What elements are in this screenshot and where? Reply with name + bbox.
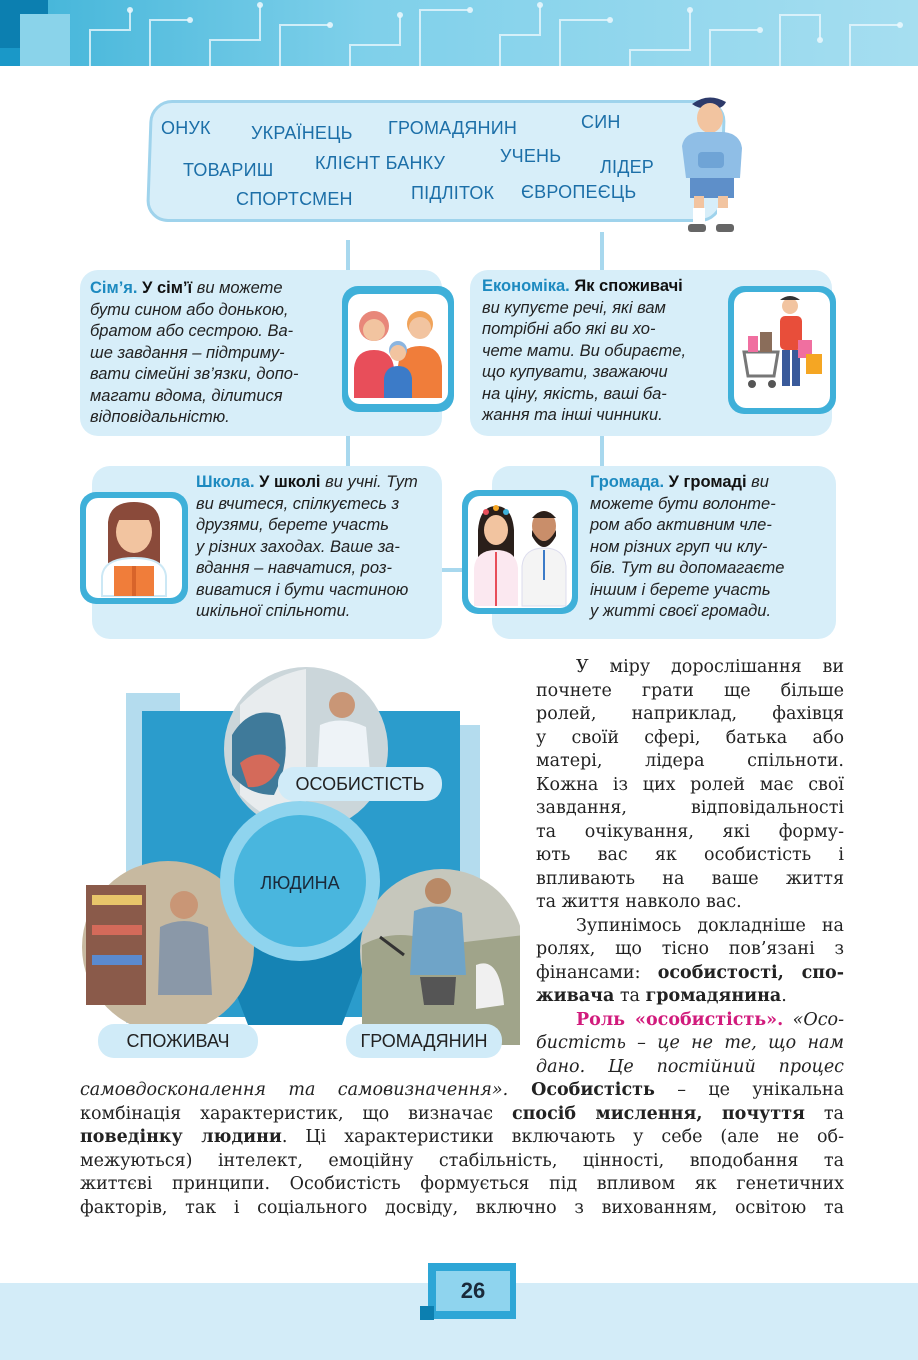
- role-label: ГРОМАДЯНИН: [388, 118, 518, 138]
- text-line: факторів, так і соціального досвіду, включно з вихованням, освітою та: [80, 1197, 844, 1218]
- couple-icon: [462, 490, 578, 614]
- role-label: ЛІДЕР: [600, 157, 655, 177]
- text-line: бистість – це не те, що нам: [536, 1033, 844, 1053]
- text-line: та очікування, які форму-: [536, 821, 844, 842]
- role-label: ПІДЛІТОК: [411, 183, 495, 203]
- text-line: Кожна із цих ролей має свої: [536, 774, 844, 795]
- person-roles-diagram: [80, 665, 520, 1055]
- student-reading-icon: [80, 492, 188, 604]
- header-square-mid: [0, 48, 20, 66]
- role-label: ТОВАРИШ: [183, 160, 274, 180]
- text-line: Зупинімось докладніше на: [576, 915, 844, 936]
- role-label: УКРАЇНЕЦЬ: [251, 123, 353, 143]
- connector-line: [600, 232, 604, 270]
- text-line: ролей, наприклад, фахівця: [536, 704, 844, 724]
- economy-text: Економіка. Як споживачі ви купуєте речі, які вам потрібні або які ви хо- чете мати. Ви обираєте, що купувати, зважаючи на ціну, якість, ваші ба- жання та інші чинники.: [482, 277, 687, 424]
- role-label: СПОРТСМЕН: [236, 189, 353, 209]
- family-icon: [342, 286, 454, 412]
- text-line: дано. Це постійний процес: [536, 1056, 844, 1077]
- text-line: Роль «особистість». «Осо-: [576, 1009, 844, 1030]
- text-line: ролях, що тісно пов’язані з: [536, 939, 844, 959]
- page-number-accent: [420, 1306, 434, 1320]
- roles-diagram-graphic: [80, 665, 520, 1055]
- header-band: [0, 0, 918, 66]
- text-line: живача та громадянина.: [536, 986, 787, 1006]
- text-line: комбінація характеристик, що визначає спосіб мислення, почуття та: [80, 1103, 844, 1124]
- text-line: впливають на ваше життя: [536, 868, 844, 889]
- consumer-label: СПОЖИВАЧ: [98, 1024, 258, 1058]
- family-illustration: [342, 286, 454, 412]
- personality-label: ОСОБИСТІСТЬ: [278, 767, 442, 801]
- role-label: УЧЕНЬ: [500, 146, 562, 166]
- shopping-illustration: [728, 286, 836, 414]
- text-line: завдання, відповідальності: [536, 798, 844, 818]
- community-text: Громада. У громаді ви можете бути волонте- ром або активним чле- ном різних груп чи клу- бів. Тут ви допомагаєте іншим і берете участь у житті своєї громади.: [590, 473, 785, 620]
- role-label: ЄВРОПЕЄЦЬ: [521, 182, 637, 202]
- family-text: Сім’я. У сім’ї ви можете бути сином або донькою, братом або сестрою. Ва- ше завдання – підтриму- вати сімейні зв’язки, допо- магати вдома, ділитися відповідальністю.: [90, 279, 299, 426]
- body-text-column: [536, 656, 844, 1079]
- diagram-center-label: ЛЮДИНА: [260, 873, 340, 893]
- header-square-light: [20, 14, 70, 66]
- text-line: фінансами: особистості, спо-: [536, 962, 844, 983]
- text-line: самовдосконалення та самовизначення». Особистість – це унікальна: [80, 1080, 845, 1100]
- text-line: матері, лідера спільноти.: [536, 751, 844, 771]
- text-line: межуються) інтелект, емоційну стабільність, цінності, вподобання та: [80, 1150, 844, 1171]
- community-illustration: [462, 490, 578, 614]
- school-text: Школа. У школі ви учні. Тут ви вчитеся, спілкуєтесь з друзями, берете участь у різних заходах. Ваше за- вдання – навчатися, роз- виватися і бути частиною шкільної спільноти.: [196, 473, 418, 620]
- text-line: життєві принципи. Особистість формується під впливом як генетичних: [80, 1174, 844, 1194]
- boy-illustration: [678, 96, 746, 238]
- text-line: почнете грати ще більше: [536, 680, 844, 701]
- text-line: ють вас як особистість і: [536, 845, 844, 865]
- student-illustration: [80, 492, 188, 604]
- role-label: ОНУК: [161, 118, 211, 138]
- body-text-full: [80, 1079, 844, 1220]
- page-number: 26: [460, 1278, 486, 1303]
- text-line: та життя навколо вас.: [536, 892, 742, 912]
- text-line: у своїй сфері, батька або: [536, 727, 844, 748]
- citizen-label: ГРОМАДЯНИН: [346, 1024, 502, 1058]
- text-line: У міру дорослішання ви: [576, 657, 844, 677]
- circuit-pattern: [0, 0, 918, 66]
- shopping-cart-icon: [728, 286, 836, 414]
- role-label: КЛІЄНТ БАНКУ: [315, 153, 446, 173]
- role-label: СИН: [581, 112, 621, 132]
- text-line: поведінку людини. Ці характеристики включають у себе (але не об-: [80, 1127, 844, 1147]
